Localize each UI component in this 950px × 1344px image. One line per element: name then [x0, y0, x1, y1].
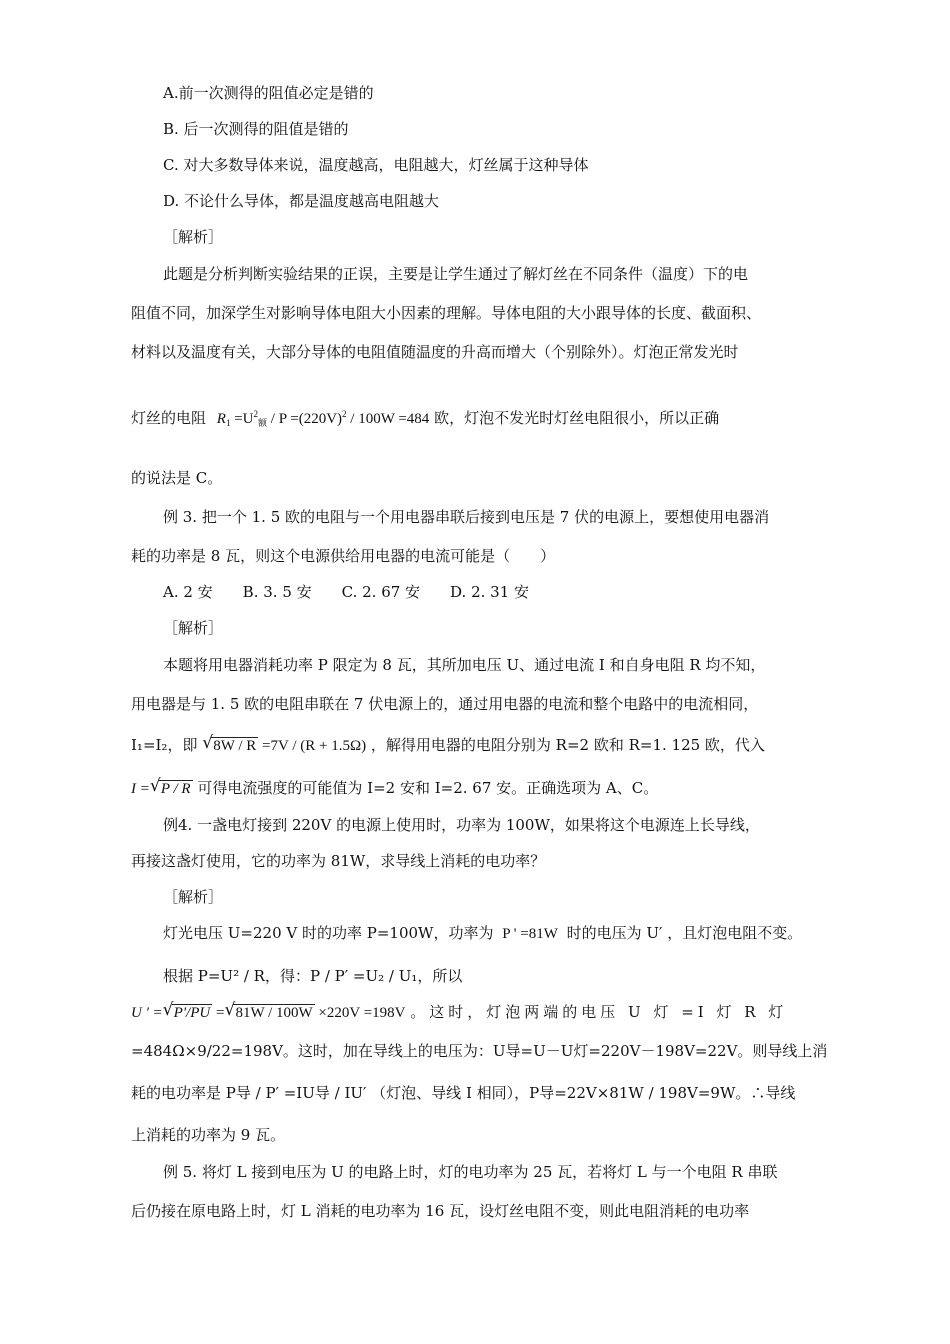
para-line-with-formula: I₁=I₂，即 √ 8W / R =7V / (R + 1.5Ω) ，解得用电器的电阻分别为 R=2 欧和 R=1. 125 欧，代入	[131, 733, 765, 754]
para-line: 本题将用电器消耗功率 P 限定为 8 瓦，其所加电压 U、通过电流 I 和自身电阻 R 均不知，	[163, 656, 766, 674]
option-d: D. 不论什么导体，都是温度越高电阻越大	[163, 192, 440, 210]
example-4-line: 再接这盏灯使用，它的功率为 81W，求导线上消耗的电功率？	[131, 852, 546, 870]
para-line-with-formula: U ' = √ P'/PU = √ 81W / 100W ×220V =198V 。这时，灯泡两端的电压 U 灯 =I 灯 R 灯	[131, 1000, 788, 1021]
option-c: C. 对大多数导体来说，温度越高，电阻越大，灯丝属于这种导体	[163, 156, 589, 174]
analysis-label-3: ［解析］	[163, 888, 224, 906]
example-3-line: 耗的功率是 8 瓦，则这个电源供给用电器的电流可能是（ ）	[131, 547, 556, 565]
formula-sqrt-equation: √ 8W / R =7V / (R + 1.5Ω)	[202, 733, 367, 754]
para-line: =484Ω×9/22=198V。这时，加在导线上的电压为：U导=U－U灯=220V－198V=22V。则导线上消	[131, 1042, 828, 1060]
option-b: B. 后一次测得的阻值是错的	[163, 120, 349, 138]
option-a: A.前一次测得的阻值必定是错的	[163, 84, 374, 102]
para-line: 材料以及温度有关，大部分导体的电阻值随温度的升高而增大（个别除外）。灯泡正常发光时	[131, 343, 739, 361]
text: 灯丝的电阻	[131, 409, 207, 427]
para-line: 此题是分析判断实验结果的正误，主要是让学生通过了解灯丝在不同条件（温度）下的电	[163, 265, 749, 283]
formula-resistance: $R_1 =U^2_额 / P =(220V)^2 / 100W =484$	[216, 409, 430, 428]
para-line-with-formula: I = √ P / R 可得电流强度的可能值为 I=2 安和 I=2. 67 安。正确选项为 A、C。	[131, 776, 659, 797]
para-line: 阻值不同，加深学生对影响导体电阻大小因素的理解。导体电阻的大小跟导体的长度、截面积、	[131, 304, 762, 322]
para-line: 耗的电功率是 P导 / P′ =IU导 / IU′ （灯泡、导线 I 相同），P导=22V×81W / 198V=9W。∴导线	[131, 1084, 796, 1102]
para-line: 的说法是 C。	[131, 469, 223, 487]
formula-power-prime: P ' =81W	[502, 926, 558, 942]
para-line-with-formula: 灯光电压 U=220 V 时的功率 P=100W，功率为 P ' =81W 时的电压为 U′ ，且灯泡电阻不变。	[163, 924, 803, 942]
example-4-line: 例4. 一盏电灯接到 220V 的电源上使用时，功率为 100W，如果将这个电源连上长导线，	[163, 816, 760, 834]
para-line: 根据 P=U² / R，得：P / P′ =U₂ / U₁，所以	[163, 967, 463, 985]
example-5-line: 后仍接在原电路上时，灯 L 消耗的电功率为 16 瓦，设灯丝电阻不变，则此电阻消耗的电功率	[131, 1202, 750, 1220]
para-line: 上消耗的功率为 9 瓦。	[131, 1126, 286, 1144]
formula-voltage: U ' = √ P'/PU = √ 81W / 100W ×220V =198V	[131, 1000, 406, 1021]
example-3-line: 例 3. 把一个 1. 5 欧的电阻与一个用电器串联后接到电压是 7 伏的电源上，要想使用电器消	[163, 508, 770, 526]
text: 欧，灯泡不发光时灯丝电阻很小，所以正确	[434, 409, 720, 427]
para-line-with-formula	[131, 404, 719, 433]
analysis-label-2: ［解析］	[163, 619, 224, 637]
example-5-line: 例 5. 将灯 L 接到电压为 U 的电路上时，灯的电功率为 25 瓦，若将灯 L 与一个电阻 R 串联	[163, 1163, 778, 1181]
example-3-options: A. 2 安 B. 3. 5 安 C. 2. 67 安 D. 2. 31 安	[163, 583, 530, 601]
para-line: 用电器是与 1. 5 欧的电阻串联在 7 伏电源上的，通过用电器的电流和整个电路中的电流相同，	[131, 695, 759, 713]
formula-current: I = √ P / R	[131, 776, 191, 797]
analysis-label-1: ［解析］	[163, 228, 224, 246]
